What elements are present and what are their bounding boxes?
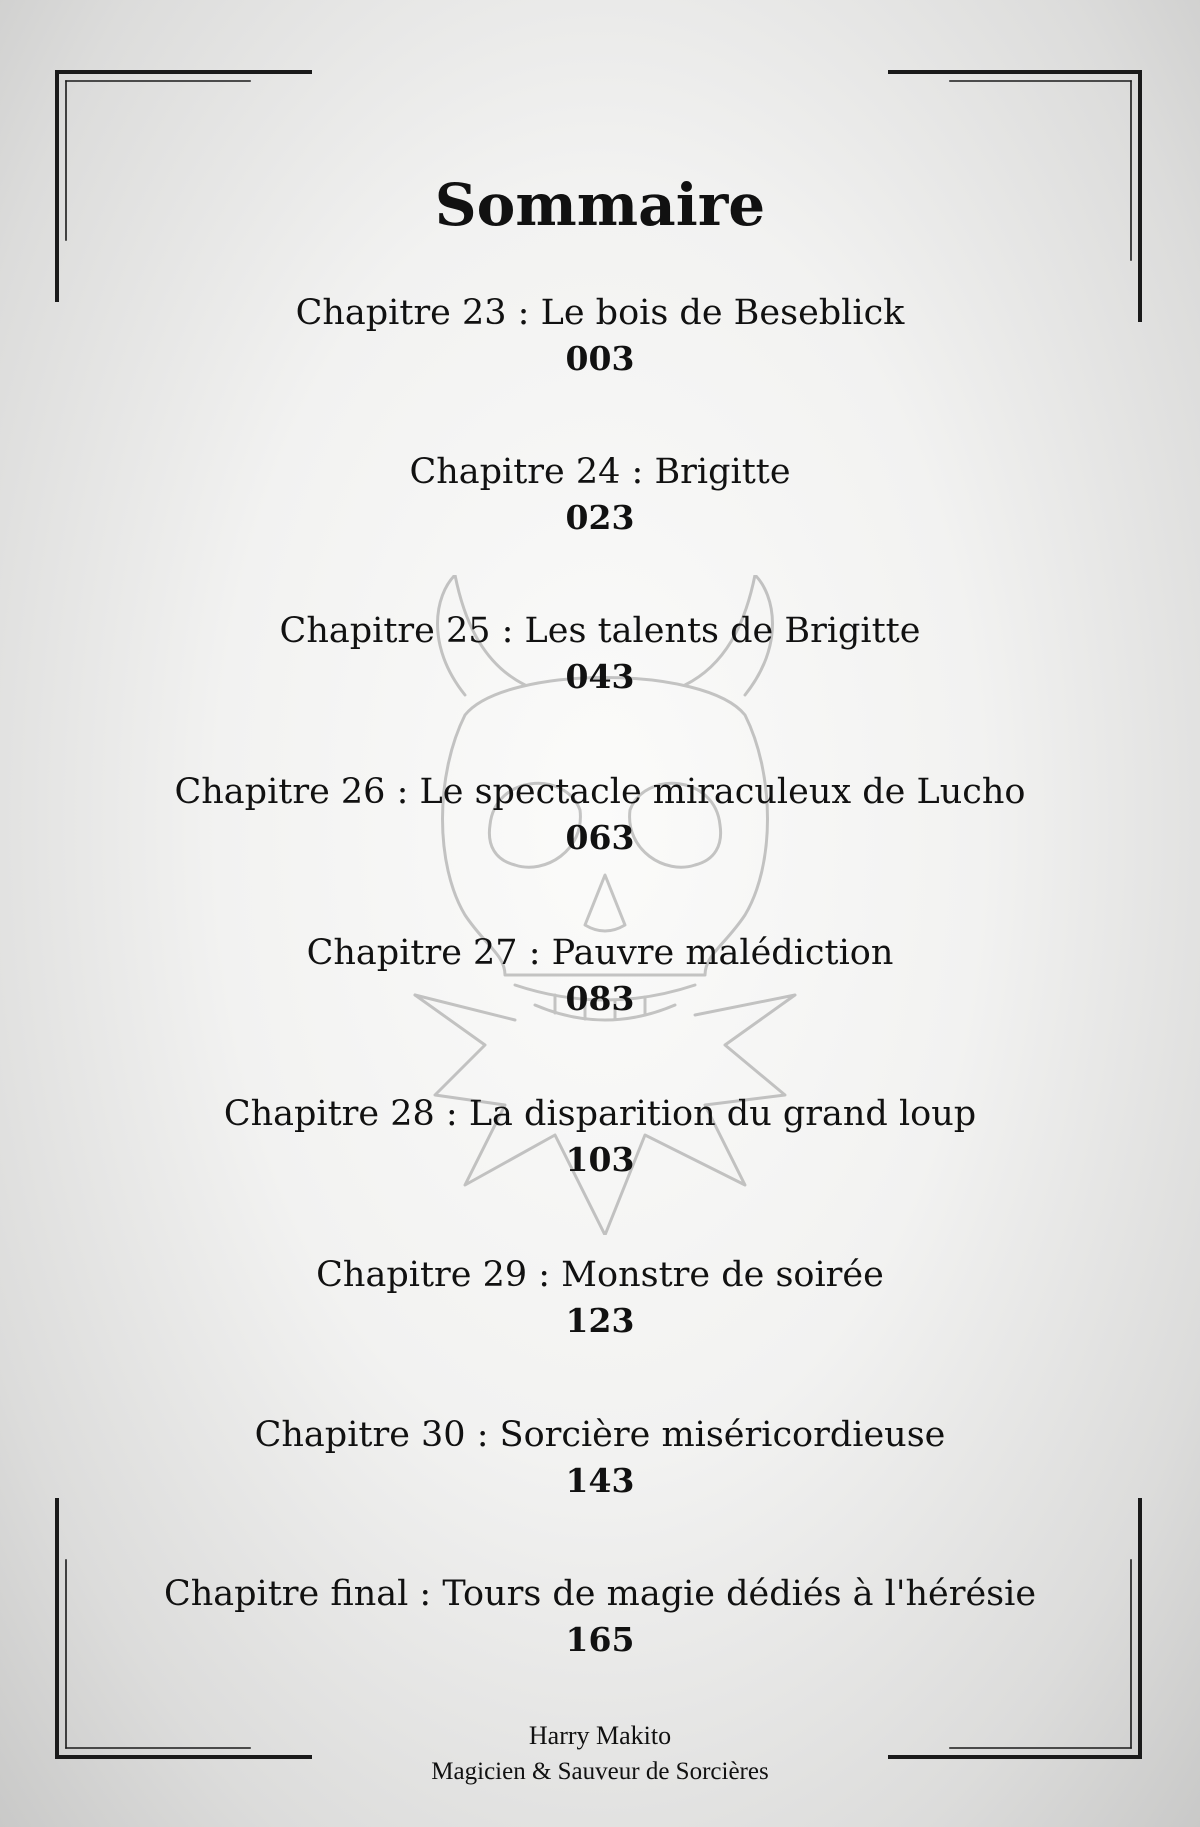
chapter-page: 003 [565,339,635,378]
chapter-title: Chapitre 26 : Le spectacle miraculeux de Lucho [174,772,1026,812]
chapter-title: Chapitre final : Tours de magie dédiés à l'hérésie [163,1574,1037,1614]
series-title: Magicien & Sauveur de Sorcières [431,1758,769,1785]
chapter-page: 083 [565,979,635,1018]
chapter-page: 143 [565,1461,635,1500]
chapter-page: 043 [565,657,635,696]
chapter-title: Chapitre 28 : La disparition du grand loup [223,1094,977,1134]
chapter-title: Chapitre 30 : Sorcière miséricordieuse [254,1415,946,1455]
chapter-title: Chapitre 24 : Brigitte [409,452,791,492]
toc-entry [0,930,1200,1022]
page-title: Sommaire [434,170,766,239]
toc-entry [0,1091,1200,1183]
chapter-title: Chapitre 23 : Le bois de Beseblick [295,293,905,333]
chapter-page: 023 [565,498,635,537]
chapter-title: Chapitre 29 : Monstre de soirée [316,1255,884,1295]
chapter-title: Chapitre 27 : Pauvre malédiction [306,933,894,973]
toc-entry [0,1252,1200,1344]
toc-entry [0,1571,1200,1663]
toc-entry [0,608,1200,700]
chapter-page: 103 [565,1140,635,1179]
footer [0,1718,1200,1790]
toc-entry [0,290,1200,382]
toc-entry [0,449,1200,541]
toc-entry [0,1412,1200,1504]
chapter-page: 123 [565,1301,635,1340]
chapter-page: 063 [565,818,635,857]
chapter-title: Chapitre 25 : Les talents de Brigitte [279,611,921,651]
toc-entry [0,769,1200,861]
author-name: Harry Makito [528,1721,672,1750]
chapter-page: 165 [565,1620,635,1659]
